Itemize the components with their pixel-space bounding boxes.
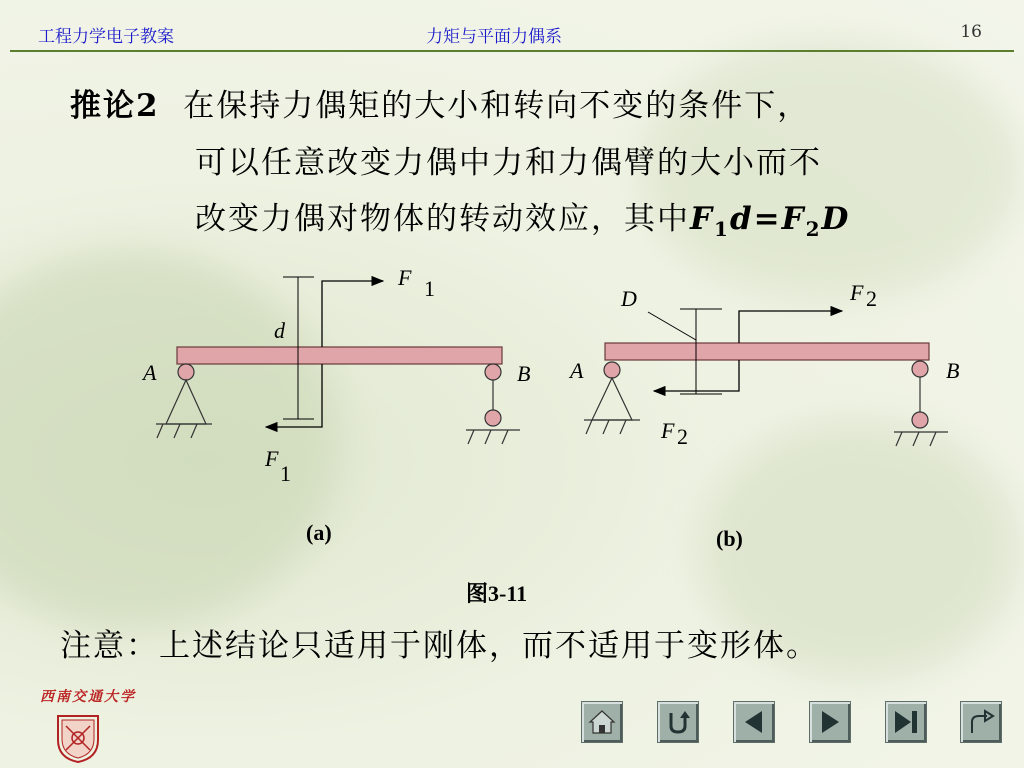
label-D: D: [621, 286, 637, 311]
label-f1-top: F: [398, 265, 412, 290]
exit-button[interactable]: [960, 701, 1002, 743]
beam-a: [177, 347, 502, 364]
ground-hatch-a-right: [468, 430, 508, 444]
chapter-title: 力矩与平面力偶系: [426, 27, 562, 47]
force-f1-bottom: [266, 364, 322, 427]
diagram-a: [156, 277, 520, 444]
previous-button[interactable]: [733, 701, 775, 743]
label-f1-bottom-sub: 1: [280, 461, 291, 486]
page-number: 16: [960, 22, 982, 42]
corollary-text-3: 改变力偶对物体的转动效应，其中: [195, 201, 690, 237]
support-b-right-roller: [912, 412, 928, 428]
corollary-label: 推论2: [70, 88, 160, 124]
label-b-right: B: [946, 358, 960, 383]
next-icon: [816, 708, 844, 736]
next-button[interactable]: [809, 701, 851, 743]
label-a-right: B: [517, 361, 531, 386]
last-page-button[interactable]: [885, 701, 927, 743]
label-f2-bottom-sub: 2: [677, 424, 688, 449]
support-b-left-triangle: [592, 378, 632, 420]
label-f2-top: F: [850, 280, 864, 305]
label-b-left: A: [570, 358, 584, 383]
return-button[interactable]: [657, 701, 699, 743]
support-b-right-pin: [912, 361, 928, 377]
label-a-left: A: [143, 360, 157, 385]
support-b-left-pin: [604, 362, 620, 378]
home-button[interactable]: [581, 701, 623, 743]
force-f2-top: [739, 311, 842, 343]
force-f1-top: [322, 281, 383, 347]
label-f2-top-sub: 2: [866, 286, 877, 311]
exit-icon: [967, 708, 995, 736]
home-icon: [588, 708, 616, 736]
support-a-right-pin: [485, 364, 501, 380]
last-icon: [892, 708, 920, 736]
formula: $F_1d=F_2D$: [690, 201, 851, 242]
support-a-right-roller: [485, 410, 501, 426]
figure-caption: 图3-11: [466, 581, 528, 606]
labels-a: [141, 265, 530, 486]
return-icon: [664, 708, 692, 736]
corollary-text-2: 可以任意改变力偶中力和力偶臂的大小而不: [195, 145, 822, 181]
diagram-b: [584, 309, 948, 446]
university-logo-text: 西南交通大学: [40, 689, 136, 705]
labels-b: [568, 280, 959, 449]
label-f1-top-sub: 1: [424, 276, 435, 301]
ground-hatch-a-left: [157, 424, 197, 438]
label-f1-bottom: F: [265, 446, 279, 471]
d-leader-line: [648, 312, 696, 340]
support-a-left-pin: [178, 364, 194, 380]
label-d: d: [274, 318, 285, 343]
note-text: 注意：上述结论只适用于刚体，而不适用于变形体。: [60, 628, 819, 664]
ground-hatch-b-right: [896, 432, 936, 446]
caption-b: (b): [716, 526, 743, 551]
ground-hatch-b-left: [586, 420, 626, 434]
beam-b: [605, 343, 929, 360]
caption-a: (a): [306, 520, 332, 545]
course-title: 工程力学电子教案: [38, 27, 174, 47]
previous-icon: [740, 708, 768, 736]
support-a-left-triangle: [166, 380, 206, 424]
label-f2-bottom: F: [661, 418, 675, 443]
university-emblem-icon: [52, 712, 104, 764]
corollary-text-1: 在保持力偶矩的大小和转向不变的条件下，: [183, 88, 811, 124]
